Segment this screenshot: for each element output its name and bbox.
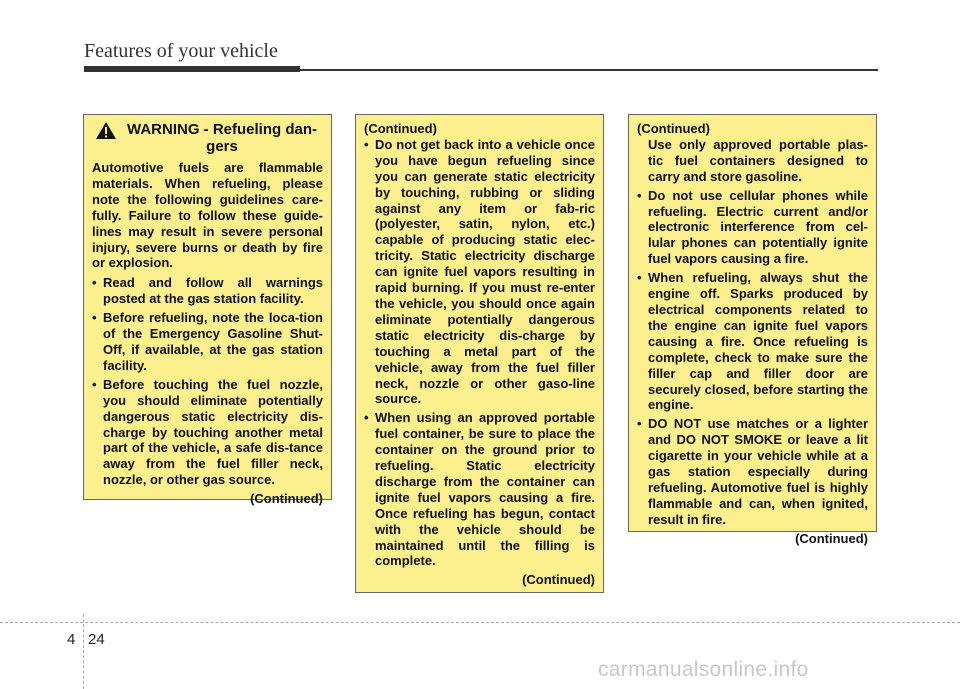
watermark: carmanualsonline.info (598, 658, 809, 681)
bullet-item: • When using an approved portable fuel container, be sure to place the container on the ground prior to refueling. Static electricity discharge from the container can ignite fuel vapors causing a fire. Once refueling has begun, contact with the vehicle should be maintained until the filling is complete. (364, 410, 595, 569)
warning-word: WARNING - (127, 121, 213, 138)
header-rule-thin (298, 69, 878, 71)
bullet-item: • Do not get back into a vehicle once you have begun refueling since you can generate static electricity by touching, rubbing or sliding against any item or fab-ric (polyester, satin, nylon, etc.) capable of producing static elec-tricity. Static electricity discharge can ignite fuel vapors resulting in rapid burning. If you must re-enter the vehicle, you should once again eliminate potentially dangerous static electricity dis-charge by touching a metal part of the vehicle, away from the fuel filler neck, nozzle or other gaso-line source. (364, 137, 595, 407)
warning-title (121, 121, 323, 155)
bullet-item: • Read and follow all warnings posted at the gas station facility. (92, 275, 323, 307)
bullet-item: • Before touching the fuel nozzle, you should eliminate potentially dangerous static electricity dis-charge by touching another metal part of the vehicle, a safe dis-tance away from the fuel filler neck, nozzle, or other gas source. (92, 377, 323, 488)
header-rule-thick (84, 66, 300, 72)
crop-mark-horizontal (0, 622, 960, 623)
warning-box-continued-2 (628, 114, 877, 546)
continued-footer: (Continued) (522, 572, 595, 588)
continued-footer: (Continued) (250, 491, 323, 507)
carryover-text: Use only approved portable plas-tic fuel containers designed to carry and store gasoline. (648, 136, 868, 184)
continued-header: (Continued) (637, 121, 710, 136)
page-number: 24 (88, 631, 105, 648)
bullet-item: • DO NOT use matches or a lighter and DO NOT SMOKE or leave a lit cigarette in your vehicle while at a gas station especially during refueling. Automotive fuel is highly flammable and can, when ignited, result in fire. (637, 416, 868, 527)
continued-header: (Continued) (364, 121, 437, 136)
warning-box-refueling (83, 114, 332, 507)
bullet-item: • When refueling, always shut the engine off. Sparks produced by electrical components related to the engine can ignite fuel vapors causing a fire. Once refueling is complete, check to make sure the filler cap and filler door are securely closed, before starting the engine. (637, 270, 868, 413)
warning-box-continued-1 (355, 114, 604, 593)
crop-mark-vertical (83, 614, 84, 689)
bullet-item: • Do not use cellular phones while refueling. Electric current and/or electronic interference from cel-lular phones can potentially ignite fuel vapors causing a fire. (637, 188, 868, 268)
warning-triangle-icon (95, 121, 117, 140)
warning-header (92, 121, 323, 155)
warning-topic: Refueling dan-gers (206, 121, 317, 155)
bullet-item: • Before refueling, note the loca-tion of the Emergency Gasoline Shut-Off, if available, at the gas station facility. (92, 310, 323, 374)
page-header-title: Features of your vehicle (84, 40, 278, 62)
warning-intro-text: Automotive fuels are flammable materials. When refueling, please note the following guidelines care-fully. Failure to follow these guide-lines may result in severe personal injury, severe burns or death by fire or explosion. (92, 160, 323, 271)
continued-footer: (Continued) (795, 530, 868, 546)
chapter-number: 4 (67, 631, 76, 648)
